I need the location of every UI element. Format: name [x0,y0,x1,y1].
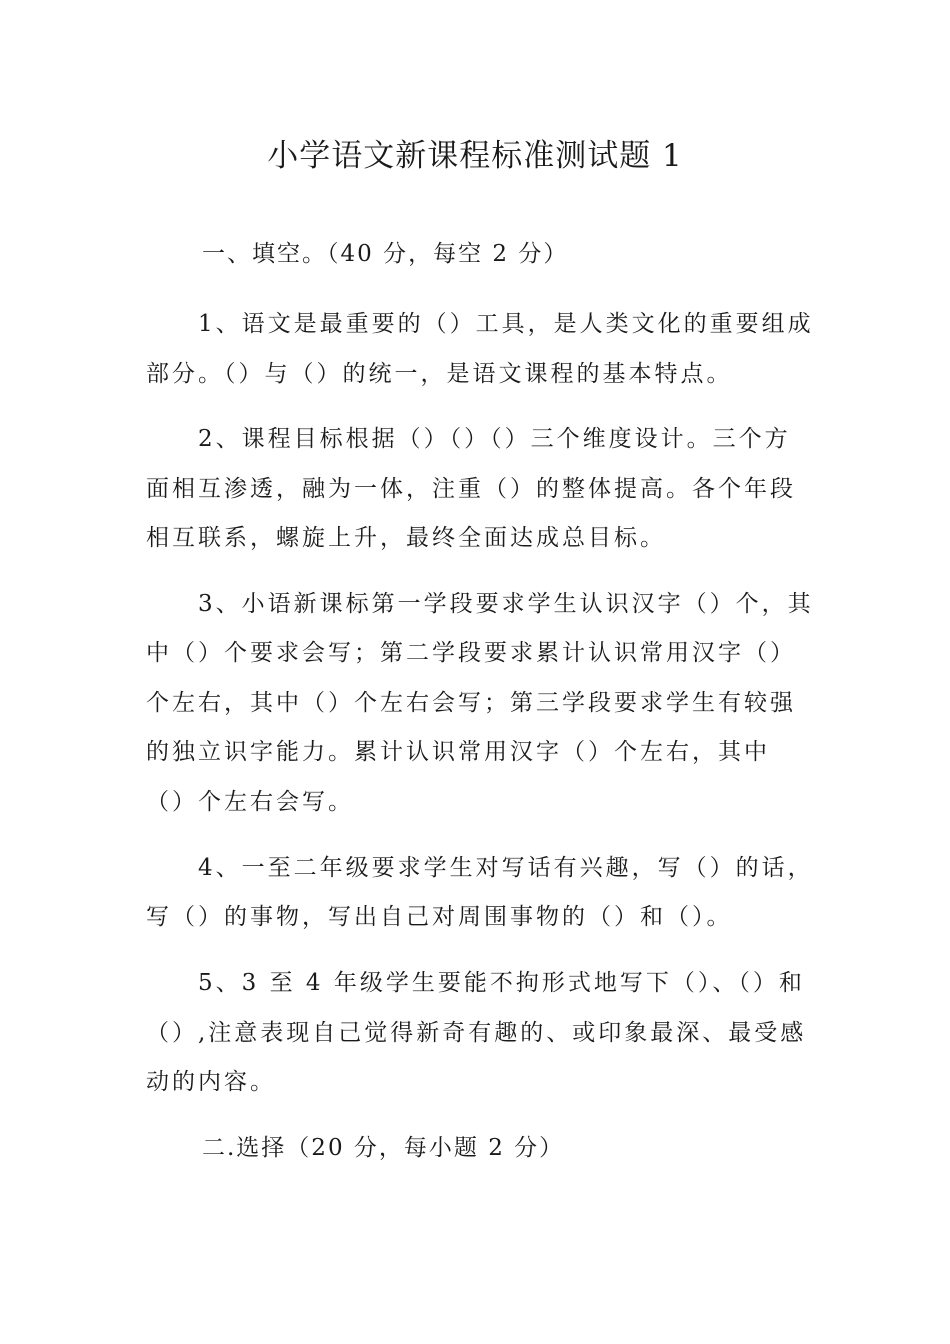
question-4-line-2: 写（）的事物，写出自己对周围事物的（）和（）。 [146,904,733,930]
question-3-line-4: 的独立识字能力。累计认识常用汉字（）个左右，其中 [146,739,770,765]
question-3-line-1: 3、小语新课标第一学段要求学生认识汉字（）个，其 [198,591,814,617]
question-1-line-2: 部分。（）与（）的统一，是语文课程的基本特点。 [146,361,733,387]
section-heading-fill-blank: 一、填空。（40 分，每空 2 分） [202,241,569,267]
question-3-line-3: 个左右，其中（）个左右会写；第三学段要求学生有较强 [146,690,796,716]
question-5-line-1: 5、3 至 4 年级学生要能不拘形式地写下（）、（）和 [198,970,805,996]
question-4-line-1: 4、一至二年级要求学生对写话有兴趣，写（）的话， [198,855,814,881]
question-3-line-2: 中（）个要求会写；第二学段要求累计认识常用汉字（） [146,640,796,666]
question-2-line-1: 2、课程目标根据（）（）（）三个维度设计。三个方 [198,426,791,452]
question-1-line-1: 1、语文是最重要的（）工具，是人类文化的重要组成 [198,311,814,337]
question-3-line-5: （）个左右会写。 [146,789,354,815]
question-2-line-3: 相互联系，螺旋上升，最终全面达成总目标。 [146,525,666,551]
section-heading-multiple-choice: 二.选择（20 分，每小题 2 分） [202,1135,565,1161]
question-5-line-2: （）,注意表现自己觉得新奇有趣的、或印象最深、最受感 [146,1020,807,1046]
question-2-line-2: 面相互渗透，融为一体，注重（）的整体提高。各个年段 [146,476,796,502]
document-title: 小学语文新课程标准测试题 1 [267,138,683,174]
question-5-line-3: 动的内容。 [146,1069,276,1095]
